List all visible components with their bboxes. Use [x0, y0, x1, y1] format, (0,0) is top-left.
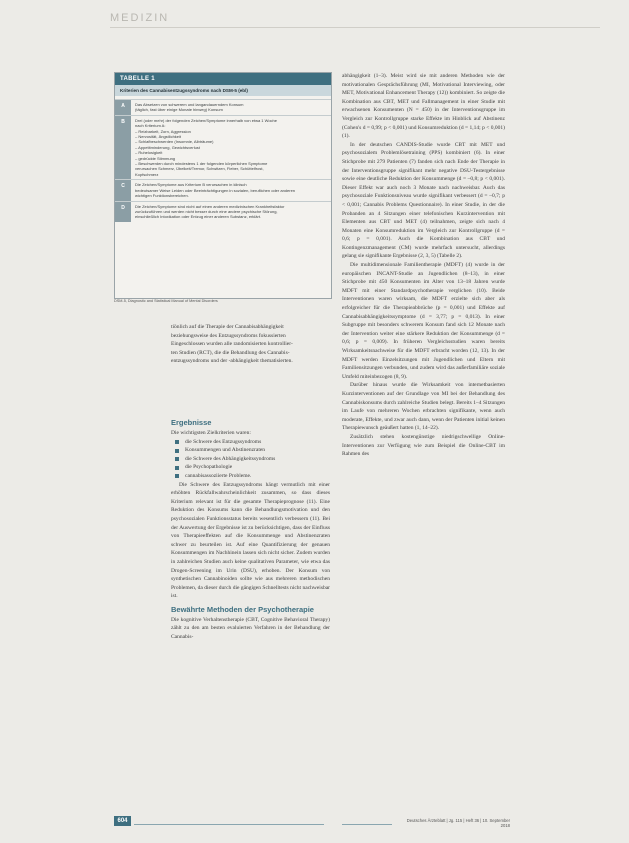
table-row-content [131, 116, 331, 179]
body-paragraph: Darüber hinaus wurde die Wirksamkeit von internetbasierten Kurzinterventionen auf der Grundlage von MI bei der Behandlung des Cannabiskonsums durch zahlreiche Studien belegt. Bereits 1–4 Sitzungen im Laufe von mehreren Wochen erbrachten signifikante, wenn auch moderate, Effekte, und zwar auch dann, wenn der Patienten initial keinen Therapiewunsch geäußert hatten (1, 14–22). [342, 382, 505, 432]
footer-divider-left [134, 824, 324, 825]
results-bullet-list [171, 438, 330, 481]
section-header: MEDIZIN [110, 12, 170, 24]
table-row [115, 115, 331, 179]
table-caption: DSM-5, Diagnostic and Statistical Manual of Mental Disorders [114, 299, 218, 303]
body-paragraph: Die multidimensionale Familientherapie (MDFT) (4) wurde in der europäischen INCANT-Studie an Jugendlichen (8–13), in einer Stichprobe mit 450 Konsumenten im Alter von 13–18 Jahren wurde MDFT mit einer Standardpsychotherapie verglichen (10). Beide Interventionen waren wirksam, die MDFT erzielte sich aber als erfolgreicher für die Therapieabbrüche (p = 0,001) und Effekte auf Cannabisabhängigkeitssymptome (d = 3,77; p = 0,013). In einer Subgruppe mit besonders schwerem Konsum fand sich 12 Monate nach der Intervention weiter eine stärkere Reduktion der Konsummenge (d = 0,6; p = 0,009). In früheren Vergleichsstudien waren bereits Wirksamkeitsnachweise für die MDFT erbracht worden (12, 13). In der MDFT werden Einzelsitzungen mit Jugendlichen und Eltern mit Familiensitzungen verbunden, und zudem wird das außerfamiliäre soziale Umfeld miteinbezogen (8, 9). [342, 262, 505, 380]
body-paragraph: Zusätzlich stehen kostengünstige niedrigschwellige Online-Interventionen zur Verfügung wie zum Beispiel die Online-CBT im Rahmen des [342, 433, 505, 458]
list-item: die Schwere des Entzugssyndroms [171, 438, 330, 447]
table-row-line: – Beschwerden durch mindestens 1 der folgenden körperlichen Symptome [135, 161, 268, 167]
right-column [342, 72, 505, 459]
footer-divider-right [342, 824, 392, 825]
criteria-table [114, 72, 332, 299]
table-row [115, 201, 331, 222]
page-number: 604 [117, 818, 128, 824]
intro-line: Eingeschlossen wurden alle randomisierten kontrollier- [171, 341, 293, 348]
left-column-intro [171, 323, 330, 366]
table-row [115, 179, 331, 200]
table-row-line: Die Zeichen/Symptome sind nicht auf einen anderen medizinischen Krankheitsfaktor [135, 203, 285, 209]
journal-citation: Deutsches Ärzteblatt | Jg. 115 | Heft 36 | 10. September 2018 [406, 818, 510, 828]
table-row-content [131, 100, 331, 115]
body-paragraph: abhängigkeit (1–3). Meist wird sie mit anderen Methoden wie der motivationalen Gesprächsführung (MI, Motivational Interviewing, oder MET, Motivational Enhancement Therapy (12)) kombiniert. So zeigte die Kombination aus CBT, MET und Fallmanagement in einer Studie mit erwachsenen Konsumenten (N = 450) in der Interventionsgruppe im Vergleich zur Kontrollgruppe starke Effekte im Hinblick auf Abstinenz (Cohen's d = 0,99; p < 0,001) und Konsumreduktion (d = 1,14; p < 0,001) (1). [342, 73, 505, 140]
results-paragraph: Die Schwere des Entzugssyndroms hängt vermutlich mit einer erhöhten Rückfallwahrscheinlichkeit zusammen, so dass dieses Kriterium relevant ist für die gesamte Therapieprognose (11). Eine Reduktion des Konsums kann die Behandlungsmotivation und den psychosozialen Funktionsstatus bereits wesentlich verbessern (11). Bei der Auswertung der Ergebnisse ist zu berücksichtigen, dass der Einfluss von Therapieeffekten auf die Konsummenge und Abstinenzraten schwer zu beurteilen ist. Auf eine Quantifizierung der genauen Konsummengen im Nachhinein lassen sich nicht sicher. Zudem wurden in zahlreichen Studien auch keine qualitativen Parameter, wie etwa das Drogen-Screening im Urin (DSU), erhoben. Der Konsum von synthetischen Cannabinoiden sollte wie aus mehreren methodischen Problemen, da dieser durch die gängigen Schnelltests nicht nachweisbar ist. [171, 481, 330, 600]
table-row [115, 99, 331, 115]
list-item: cannabisassoziierte Probleme. [171, 472, 330, 481]
list-item: Konsummengen und Abstinenzraten [171, 446, 330, 455]
intro-line: beziehungsweise des Entzugssyndroms fokussierten [171, 332, 286, 339]
psychotherapy-heading: Bewährte Methoden der Psychotherapie [171, 604, 314, 614]
table-row-line: Das Absetzen von schwerem und langandauerndem Konsum [135, 102, 244, 107]
results-intro: Die wichtigsten Zielkriterien waren: [171, 430, 251, 436]
table-row-content [131, 202, 331, 222]
table-row-letter: D [115, 202, 131, 222]
table-row-line: wichtigen Funktionsbereichen. [135, 193, 189, 199]
table-row-line: Kopfschmerz [135, 171, 159, 177]
table-row-content [131, 180, 331, 200]
table-row-line: Die Zeichen/Symptome aus Kriterium B verursachen in klinisch [135, 182, 247, 188]
intro-paragraph [171, 323, 330, 366]
results-heading: Ergebnisse [171, 418, 212, 427]
table-row-line: – Appetitminderung, Gewichtsverlust [135, 144, 200, 150]
table-row-letter: C [115, 180, 131, 200]
table-subtitle: Kriterien des Cannabisentzugssyndroms nach DSM-5 (ebl) [115, 85, 331, 96]
intro-line: ten Studien (RCT), die die Behandlung des Cannabis- [171, 349, 290, 356]
table-row-line: bedeutsamer Weise Leiden oder Beeinträchtigungen in sozialen, beruflichen oder anderen [135, 187, 296, 193]
table-row-line: zurückzuführen und werden nicht besser durch eine andere psychische Störung, [135, 208, 278, 214]
table-row-line: – Nervosität, Ängstlichkeit [135, 134, 182, 140]
table-row-line: nach Kriterium A: [135, 123, 166, 129]
table-row-line: – gedrückte Stimmung [135, 155, 176, 161]
header-divider [110, 27, 600, 28]
table-row-line: verursachen Schmerz, Übelkeit/Tremor, Schwitzen, Fieber, Schüttelfrost, [135, 166, 264, 172]
table-row-line: – Schlafbeschwerden (Insomnie, Albträume) [135, 139, 214, 145]
list-item: die Schwere des Abhängigkeitssyndroms [171, 455, 330, 464]
table-row-line: – Reizbarkeit, Zorn, Aggression [135, 128, 191, 134]
table-rows [115, 99, 331, 222]
table-row-letter: B [115, 116, 131, 179]
table-row-line: einschließlich Intoxikation oder Entzug einer anderen Substanz, erklärt. [135, 214, 262, 220]
table-title: TABELLE 1 [115, 73, 331, 85]
intro-line: entzugssyndroms und der -abhängigkeit thematisierten. [171, 358, 293, 365]
table-row-line: (täglich, fast über einige Monate hinweg) Konsum [135, 107, 223, 113]
intro-line: tiönlich auf die Therapie der Cannabisabhängigkeit [171, 324, 284, 330]
list-item: die Psychopathologie [171, 463, 330, 472]
table-row-line: Drei (oder mehr) der folgenden Zeichen/Symptome innerhalb von etwa 1 Woche [135, 117, 277, 123]
table-row-line: – Ruhelosigkeit [135, 150, 163, 156]
body-paragraph: In der deutschen CANDIS-Studie wurde CBT mit MET und psychosozialem Problemlösetraining (PPS) kombiniert (6). In einer Stichprobe mit 279 Patienten (7) fanden sich nach Ende der Therapie in der Interventionsgruppe signifikant mehr negative DSU-Testergebnisse sowie eine deutliche Reduktion der Konsummenge (d = –0,8; p < 0,001). Dieser Effekt war auch noch 3 Monate nach nachweisbar. Auch das psychosoziale Funktionsniveau wurde signifikant verbessert (d = –0,7; p < 0,001; Cannabis Problems Questionnaire). In einer Studie, in der die Probanden an 4 Sitzungen einer telefonischen Kurzintervention mit Elementen aus CBT und MET (4) teilnahmen, zeigte sich nach 4 Monaten eine Konsumreduktion im Vergleich zur Kontrollgruppe (d = 0,6; p = 0,001). Auch die Kombination aus CBT und Kontingenzmanagement (CM) wurde mehrfach untersucht, allerdings gelang sie signifikante Ergebnisse (2, 3, 5) (Tabelle 2). [342, 141, 505, 260]
table-row-letter: A [115, 100, 131, 115]
left-column [171, 414, 330, 642]
psychotherapy-paragraph: Die kognitive Verhaltenstherapie (CBT, Cognitive Behavioral Therapy) zählt zu den am besten evaluierten Verfahren in der Behandlung der Cannabis- [171, 616, 330, 641]
